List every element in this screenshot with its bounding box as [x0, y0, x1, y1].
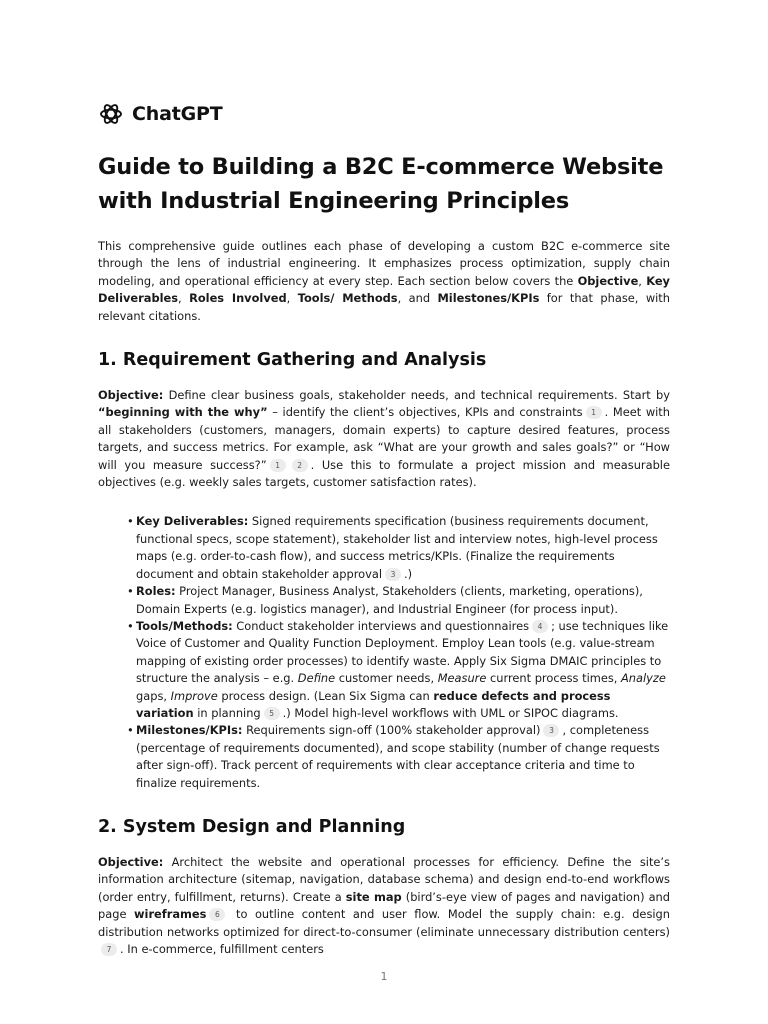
citation-badge[interactable]: 1	[586, 406, 602, 419]
citation-badge[interactable]: 1	[270, 459, 286, 472]
citation-badge[interactable]: 2	[292, 459, 308, 472]
section-2-objective: Objective: Architect the website and operational processes for efficiency. Define the site’s information architecture (sitemap, navigation, database schema) and design end-to-end workflows (order entry, fulfillment, returns). Create a site map (bird’s-eye view of pages and navigation) and page wireframes 6 to outline content and user flow. Model the supply chain: e.g. design distribution networks optimized for direct-to-consumer (eliminate unnecessary distribution centers)7 . In e-commerce, fulfillment centers	[98, 854, 670, 956]
section-1-objective: Objective: Define clear business goals, stakeholder needs, and technical requirements. Start by “beginning with the why” – identify the client’s objectives, KPIs and constraints 1 . Meet with all stakeholders (customers, managers, domain experts) to capture desired features, process targets, and success metrics. For example, ask “What are your growth and sales goals?” or “How will you measure success?” 1 2 . Use this to formulate a project mission and measurable objectives (e.g. weekly sales targets, customer satisfaction rates).	[98, 388, 670, 490]
list-item-roles: • Roles: Project Manager, Business Analyst, Stakeholders (clients, marketing, operations), Domain Experts (e.g. logistics manager), and Industrial Engineer (for process input).	[127, 584, 643, 616]
list-item-deliverables: • Key Deliverables: Signed requirements specification (business requirements document, functional specs, scope statement), stakeholder list and interview notes, high-level process maps (e.g. order-to-cash flow), and success metrics/KPIs. (Finalize the requirements document and obtain stakeholder approval 3 .)	[127, 514, 658, 581]
section-2-heading: 2. System Design and Planning	[98, 816, 406, 837]
document-title: Guide to Building a B2C E-commerce Website with Industrial Engineering Principles	[98, 154, 664, 214]
document-page	[98, 100, 670, 980]
citation-badge[interactable]: 6	[209, 908, 225, 921]
section-1-heading: 1. Requirement Gathering and Analysis	[98, 350, 487, 371]
brand-header	[98, 100, 670, 128]
citation-badge[interactable]: 3	[543, 724, 559, 737]
list-item-milestones: • Milestones/KPIs: Requirements sign-off (100% stakeholder approval) 3 , completeness (percentage of requirements documented), and scope stability (number of change requests after sign-off). Track percent of requirements with clear acceptance criteria and time to finalize requirements.	[127, 723, 660, 790]
citation-badge[interactable]: 5	[264, 707, 280, 720]
list-item-tools: • Tools/Methods: Conduct stakeholder interviews and questionnaires 4 ; use techniques like Voice of Customer and Quality Function Deployment. Employ Lean tools (e.g. value-stream mapping of existing order processes) to identify waste. Apply Six Sigma DMAIC principles to structure the analysis – e.g. Define customer needs, Measure current process times, Analyze gaps, Improve process design. (Lean Six Sigma can reduce defects and process variation in planning 5 .) Model high-level workflows with UML or SIPOC diagrams.	[127, 618, 669, 720]
citation-badge[interactable]: 3	[385, 568, 401, 581]
citation-badge[interactable]: 4	[532, 620, 548, 633]
citation-badge[interactable]: 7	[101, 943, 117, 956]
brand-name: ChatGPT	[132, 103, 223, 125]
intro-paragraph: This comprehensive guide outlines each phase of developing a custom B2C e-commerce site through the lens of industrial engineering. It emphasizes process optimization, supply chain modeling, and operational efficiency at every step. Each section below covers the Objective, Key Deliverables, Roles Involved, Tools/ Methods, and Milestones/KPIs for that phase, with relevant citations.	[98, 239, 670, 323]
section-1-bullet-list	[98, 513, 670, 792]
openai-logo-icon	[98, 101, 124, 127]
page-number: 1	[380, 970, 388, 983]
